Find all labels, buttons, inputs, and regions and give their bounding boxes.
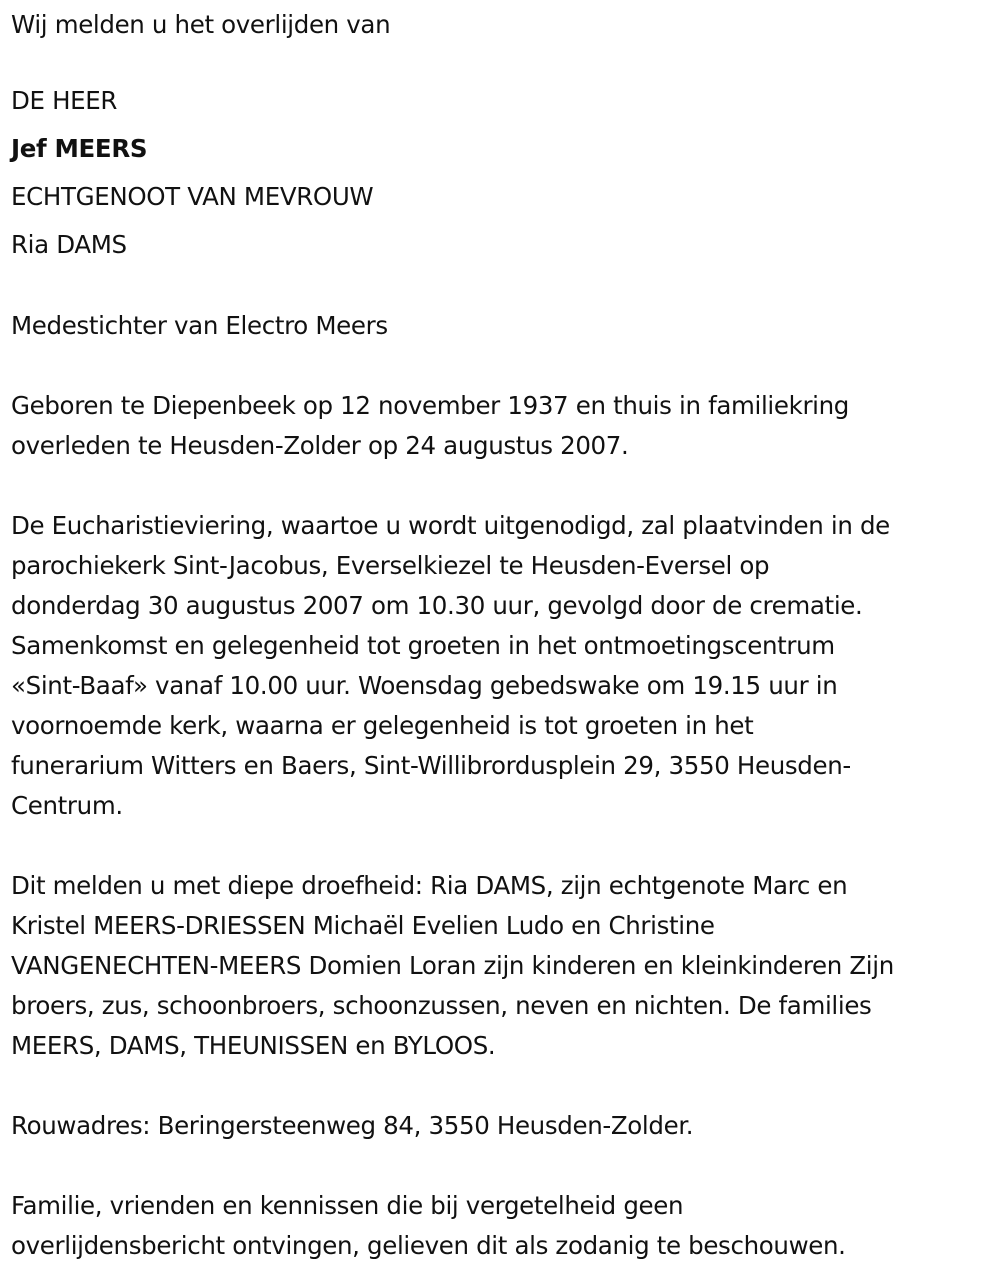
deceased-name: Jef MEERS xyxy=(11,134,148,163)
address-paragraph xyxy=(11,1106,894,1146)
paragraph-line: MEERS, DAMS, THEUNISSEN en BYLOOS. xyxy=(11,1031,496,1060)
paragraph-line: parochiekerk Sint-Jacobus, Everselkiezel te Heusden-Eversel op xyxy=(11,551,770,580)
ceremony-paragraph xyxy=(11,506,894,826)
paragraph-line: donderdag 30 augustus 2007 om 10.30 uur, gevolgd door de crematie. xyxy=(11,591,863,620)
paragraph-line: «Sint-Baaf» vanaf 10.00 uur. Woensdag gebedswake om 19.15 uur in xyxy=(11,671,838,700)
birth-death-paragraph xyxy=(11,386,894,466)
title: DE HEER xyxy=(11,86,118,115)
paragraph-line: Familie, vrienden en kennissen die bij vergetelheid geen xyxy=(11,1191,684,1220)
paragraph-line: funerarium Witters en Baers, Sint-Willibrordusplein 29, 3550 Heusden- xyxy=(11,751,851,780)
deceased-heading xyxy=(11,77,894,269)
paragraph-line: broers, zus, schoonbroers, schoonzussen, neven en nichten. De families xyxy=(11,991,872,1020)
paragraph-line: overlijdensbericht ontvingen, gelieven dit als zodanig te beschouwen. xyxy=(11,1231,846,1260)
paragraph-line: Samenkomst en gelegenheid tot groeten in het ontmoetingscentrum xyxy=(11,631,835,660)
paragraph-line: overleden te Heusden-Zolder op 24 augustus 2007. xyxy=(11,431,629,460)
obituary-notice xyxy=(11,5,894,1266)
relation: ECHTGENOOT VAN MEVROUW xyxy=(11,182,374,211)
paragraph-line: VANGENECHTEN-MEERS Domien Loran zijn kinderen en kleinkinderen Zijn xyxy=(11,951,894,980)
family-paragraph xyxy=(11,866,894,1066)
paragraph-line: voornoemde kerk, waarna er gelegenheid is tot groeten in het xyxy=(11,711,754,740)
closing-paragraph xyxy=(11,1186,894,1266)
paragraph-line: Centrum. xyxy=(11,791,123,820)
intro-text: Wij melden u het overlijden van xyxy=(11,10,391,39)
mourning-address: Rouwadres: Beringersteenweg 84, 3550 Heusden-Zolder. xyxy=(11,1111,694,1140)
role-text: Medestichter van Electro Meers xyxy=(11,311,388,340)
paragraph-line: De Eucharistieviering, waartoe u wordt uitgenodigd, zal plaatvinden in de xyxy=(11,511,890,540)
paragraph-line: Kristel MEERS-DRIESSEN Michaël Evelien Ludo en Christine xyxy=(11,911,715,940)
paragraph-line: Geboren te Diepenbeek op 12 november 1937 en thuis in familiekring xyxy=(11,391,850,420)
paragraph-line: Dit melden u met diepe droefheid: Ria DAMS, zijn echtgenote Marc en xyxy=(11,871,848,900)
spouse-name: Ria DAMS xyxy=(11,230,127,259)
